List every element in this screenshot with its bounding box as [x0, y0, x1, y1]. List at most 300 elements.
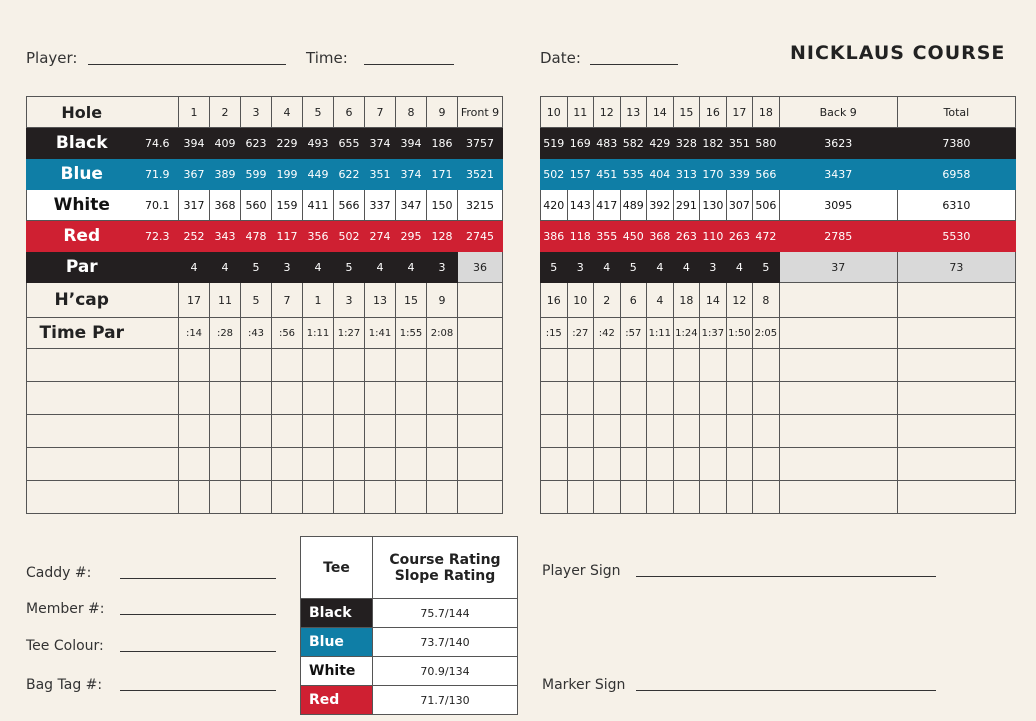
score-cell[interactable]: [647, 448, 674, 481]
caddy-field[interactable]: [120, 578, 276, 579]
yardage-cell: 274: [365, 221, 396, 252]
score-entry-row: [27, 448, 503, 481]
time-par-cell: 2:08: [427, 318, 458, 349]
score-cell[interactable]: [210, 448, 241, 481]
score-cell[interactable]: [567, 382, 594, 415]
par-cell: 3: [567, 252, 594, 283]
grand-total-red: 5530: [897, 221, 1015, 252]
handicap-rating-blank: [137, 283, 179, 318]
yardage-cell: 394: [396, 128, 427, 159]
marker-sign-field[interactable]: [636, 690, 936, 691]
time-par-row: [27, 318, 503, 349]
yardage-cell: 386: [541, 221, 568, 252]
par-rating-blank: [137, 252, 179, 283]
score-cell[interactable]: [700, 481, 727, 514]
par-row-back: [541, 252, 1016, 283]
score-cell[interactable]: [241, 382, 272, 415]
score-cell[interactable]: [241, 415, 272, 448]
score-cell[interactable]: [779, 349, 897, 382]
handicap-cell: 16: [541, 283, 568, 318]
score-cell[interactable]: [541, 349, 568, 382]
yardage-cell: 347: [396, 190, 427, 221]
yardage-cell: 118: [567, 221, 594, 252]
back-nine-total-red: 2785: [779, 221, 897, 252]
yardage-cell: 392: [647, 190, 674, 221]
score-cell[interactable]: [779, 382, 897, 415]
score-cell[interactable]: [620, 415, 647, 448]
yardage-cell: 483: [594, 128, 621, 159]
hole-number-cell: 13: [620, 97, 647, 128]
par-row: [27, 252, 503, 283]
par-cell: 5: [620, 252, 647, 283]
par-cell: 3: [427, 252, 458, 283]
score-cell[interactable]: [726, 349, 753, 382]
score-cell[interactable]: [272, 415, 303, 448]
yardage-cell: 337: [365, 190, 396, 221]
time-par-cell: 1:24: [673, 318, 700, 349]
yardage-cell: 186: [427, 128, 458, 159]
par-label: Par: [27, 252, 137, 283]
score-cell[interactable]: [541, 448, 568, 481]
handicap-cell: 11: [210, 283, 241, 318]
yardage-cell: 351: [726, 128, 753, 159]
score-cell[interactable]: [427, 349, 458, 382]
score-cell[interactable]: [567, 415, 594, 448]
hole-number-cell: 3: [241, 97, 272, 128]
hole-label: Hole: [27, 97, 137, 128]
score-cell[interactable]: [700, 415, 727, 448]
rating-tee-white: White: [301, 657, 373, 686]
yardage-cell: 171: [427, 159, 458, 190]
par-cell: 5: [241, 252, 272, 283]
tee-row-blue: [27, 159, 503, 190]
score-cell[interactable]: [272, 349, 303, 382]
front-nine-total-red: 2745: [458, 221, 503, 252]
tee-row-white: [27, 190, 503, 221]
score-cell[interactable]: [647, 382, 674, 415]
score-cell[interactable]: [620, 349, 647, 382]
score-cell[interactable]: [779, 448, 897, 481]
score-entry-row: [27, 481, 503, 514]
score-cell[interactable]: [753, 349, 780, 382]
yardage-cell: 566: [334, 190, 365, 221]
score-cell[interactable]: [700, 349, 727, 382]
yardage-cell: 356: [303, 221, 334, 252]
score-cell[interactable]: [396, 415, 427, 448]
yardage-cell: 451: [594, 159, 621, 190]
score-cell[interactable]: [458, 349, 503, 382]
score-entry-row-back: [541, 349, 1016, 382]
par-cell: 4: [303, 252, 334, 283]
hole-number-cell: 12: [594, 97, 621, 128]
yardage-cell: 374: [365, 128, 396, 159]
score-entry-row-back: [541, 382, 1016, 415]
score-cell[interactable]: [427, 382, 458, 415]
score-cell[interactable]: [647, 481, 674, 514]
yardage-cell: 519: [541, 128, 568, 159]
yardage-cell: 582: [620, 128, 647, 159]
score-cell[interactable]: [210, 349, 241, 382]
course-title: NICKLAUS COURSE: [790, 42, 1006, 64]
score-cell[interactable]: [427, 481, 458, 514]
bag-tag-label: Bag Tag #:: [26, 677, 103, 693]
yardage-cell: 291: [673, 190, 700, 221]
yardage-cell: 535: [620, 159, 647, 190]
time-par-cell: :56: [272, 318, 303, 349]
score-cell[interactable]: [897, 349, 1015, 382]
handicap-cell: 18: [673, 283, 700, 318]
yardage-cell: 623: [241, 128, 272, 159]
par-cell: 4: [673, 252, 700, 283]
member-label: Member #:: [26, 601, 105, 617]
score-cell[interactable]: [897, 481, 1015, 514]
tee-rating-blue: 71.9: [137, 159, 179, 190]
score-cell[interactable]: [726, 448, 753, 481]
par-grand-total: 73: [897, 252, 1015, 283]
yardage-cell: 580: [753, 128, 780, 159]
score-cell[interactable]: [272, 382, 303, 415]
handicap-cell: 1: [303, 283, 334, 318]
par-cell: 4: [726, 252, 753, 283]
score-cell[interactable]: [753, 448, 780, 481]
score-cell[interactable]: [594, 448, 621, 481]
handicap-cell: 13: [365, 283, 396, 318]
back-nine-par-total: 37: [779, 252, 897, 283]
score-cell[interactable]: [303, 415, 334, 448]
yardage-cell: 263: [673, 221, 700, 252]
handicap-total-blank: [458, 283, 503, 318]
par-cell: 5: [753, 252, 780, 283]
rating-value-red: 71.7/130: [373, 686, 518, 715]
score-cell[interactable]: [700, 382, 727, 415]
par-cell: 3: [272, 252, 303, 283]
member-field[interactable]: [120, 614, 276, 615]
yardage-cell: 128: [427, 221, 458, 252]
yardage-cell: 449: [303, 159, 334, 190]
course-rating-header: Course Rating: [389, 551, 501, 568]
score-cell[interactable]: [620, 448, 647, 481]
player-label: Player:: [26, 49, 78, 67]
yardage-cell: 622: [334, 159, 365, 190]
score-cell[interactable]: [210, 415, 241, 448]
tee-row-red: [27, 221, 503, 252]
date-label: Date:: [540, 49, 581, 67]
score-cell[interactable]: [594, 481, 621, 514]
time-par-back-blank: [779, 318, 897, 349]
time-par-cell: :43: [241, 318, 272, 349]
yardage-cell: 450: [620, 221, 647, 252]
player-name-cell[interactable]: [27, 349, 179, 382]
score-cell[interactable]: [541, 382, 568, 415]
handicap-cell: 14: [700, 283, 727, 318]
player-name-cell[interactable]: [27, 415, 179, 448]
tee-header: Tee: [301, 537, 373, 599]
yardage-cell: 409: [210, 128, 241, 159]
score-cell[interactable]: [303, 382, 334, 415]
yardage-cell: 506: [753, 190, 780, 221]
score-cell[interactable]: [541, 481, 568, 514]
front-nine-header: Front 9: [458, 97, 503, 128]
rating-value-white: 70.9/134: [373, 657, 518, 686]
score-cell[interactable]: [897, 382, 1015, 415]
score-cell[interactable]: [897, 448, 1015, 481]
front-nine-scorecard: [26, 96, 503, 514]
score-cell[interactable]: [458, 481, 503, 514]
time-par-cell: 1:37: [700, 318, 727, 349]
score-cell[interactable]: [647, 415, 674, 448]
score-entry-row-back: [541, 481, 1016, 514]
score-cell[interactable]: [458, 448, 503, 481]
yardage-cell: 493: [303, 128, 334, 159]
player-sign-field[interactable]: [636, 576, 936, 577]
yardage-cell: 374: [396, 159, 427, 190]
score-cell[interactable]: [272, 448, 303, 481]
time-par-cell: :27: [567, 318, 594, 349]
score-cell[interactable]: [594, 415, 621, 448]
yardage-cell: 229: [272, 128, 303, 159]
score-cell[interactable]: [303, 349, 334, 382]
score-cell[interactable]: [726, 415, 753, 448]
hole-number-cell: 5: [303, 97, 334, 128]
handicap-row: [27, 283, 503, 318]
handicap-cell: 12: [726, 283, 753, 318]
marker-sign-label: Marker Sign: [542, 677, 626, 693]
hole-number-cell: 18: [753, 97, 780, 128]
time-par-total-blank: [458, 318, 503, 349]
yardage-cell: 367: [179, 159, 210, 190]
tee-rating-white: 70.1: [137, 190, 179, 221]
score-cell[interactable]: [458, 382, 503, 415]
back-nine-scorecard: [540, 96, 1016, 514]
score-cell[interactable]: [594, 349, 621, 382]
score-cell[interactable]: [753, 481, 780, 514]
yardage-cell: 317: [179, 190, 210, 221]
yardage-cell: 478: [241, 221, 272, 252]
hole-number-cell: 16: [700, 97, 727, 128]
par-cell: 5: [541, 252, 568, 283]
tee-rating-red: 72.3: [137, 221, 179, 252]
score-cell[interactable]: [726, 382, 753, 415]
handicap-total-blank: [897, 283, 1015, 318]
score-cell[interactable]: [179, 448, 210, 481]
par-cell: 5: [334, 252, 365, 283]
score-cell[interactable]: [620, 481, 647, 514]
score-cell[interactable]: [753, 382, 780, 415]
time-par-cell: 1:55: [396, 318, 427, 349]
score-cell[interactable]: [779, 415, 897, 448]
score-cell[interactable]: [241, 481, 272, 514]
yardage-cell: 566: [753, 159, 780, 190]
tee-row-back-white: [541, 190, 1016, 221]
score-cell[interactable]: [673, 349, 700, 382]
score-entry-row: [27, 415, 503, 448]
score-cell[interactable]: [303, 448, 334, 481]
hole-row: [27, 97, 503, 128]
score-cell[interactable]: [334, 382, 365, 415]
grand-total-black: 7380: [897, 128, 1015, 159]
front-nine-par-total: 36: [458, 252, 503, 283]
score-cell[interactable]: [396, 382, 427, 415]
score-cell[interactable]: [365, 349, 396, 382]
hole-rating-blank: [137, 97, 179, 128]
hole-number-cell: 17: [726, 97, 753, 128]
score-cell[interactable]: [427, 415, 458, 448]
player-sign-label: Player Sign: [542, 563, 621, 579]
score-cell[interactable]: [365, 481, 396, 514]
score-cell[interactable]: [673, 481, 700, 514]
date-field[interactable]: [590, 64, 678, 65]
rating-tee-blue: Blue: [301, 628, 373, 657]
yardage-cell: 351: [365, 159, 396, 190]
player-name-cell[interactable]: [27, 382, 179, 415]
yardage-cell: 368: [647, 221, 674, 252]
score-cell[interactable]: [753, 415, 780, 448]
player-field[interactable]: [88, 64, 286, 65]
score-cell[interactable]: [396, 481, 427, 514]
rating-header: [373, 537, 518, 599]
yardage-cell: 502: [334, 221, 365, 252]
tee-name-blue: Blue: [27, 159, 137, 190]
time-par-row-back: [541, 318, 1016, 349]
score-cell[interactable]: [673, 382, 700, 415]
score-cell[interactable]: [179, 481, 210, 514]
score-cell[interactable]: [365, 382, 396, 415]
hole-row-back: [541, 97, 1016, 128]
yardage-cell: 328: [673, 128, 700, 159]
handicap-cell: 3: [334, 283, 365, 318]
score-cell[interactable]: [179, 349, 210, 382]
score-cell[interactable]: [594, 382, 621, 415]
slope-rating-header: Slope Rating: [394, 567, 496, 584]
par-cell: 4: [210, 252, 241, 283]
score-cell[interactable]: [458, 415, 503, 448]
back-nine-header: Back 9: [779, 97, 897, 128]
back-nine-total-black: 3623: [779, 128, 897, 159]
yardage-cell: 502: [541, 159, 568, 190]
player-name-cell[interactable]: [27, 481, 179, 514]
score-cell[interactable]: [179, 415, 210, 448]
back-nine-total-blue: 3437: [779, 159, 897, 190]
yardage-cell: 339: [726, 159, 753, 190]
score-cell[interactable]: [541, 415, 568, 448]
course-rating-table: [300, 536, 518, 715]
score-cell[interactable]: [210, 481, 241, 514]
time-par-rating-blank: [137, 318, 179, 349]
score-cell[interactable]: [620, 382, 647, 415]
score-cell[interactable]: [567, 448, 594, 481]
caddy-label: Caddy #:: [26, 565, 92, 581]
hole-number-cell: 7: [365, 97, 396, 128]
yardage-cell: 157: [567, 159, 594, 190]
yardage-cell: 182: [700, 128, 727, 159]
score-cell[interactable]: [334, 349, 365, 382]
yardage-cell: 343: [210, 221, 241, 252]
yardage-cell: 472: [753, 221, 780, 252]
handicap-label: H’cap: [27, 283, 137, 318]
par-cell: 4: [179, 252, 210, 283]
score-cell[interactable]: [241, 349, 272, 382]
handicap-cell: 17: [179, 283, 210, 318]
score-entry-row-back: [541, 415, 1016, 448]
score-cell[interactable]: [897, 415, 1015, 448]
score-cell[interactable]: [700, 448, 727, 481]
handicap-cell: 5: [241, 283, 272, 318]
score-cell[interactable]: [396, 349, 427, 382]
handicap-row-back: [541, 283, 1016, 318]
handicap-cell: 8: [753, 283, 780, 318]
time-field[interactable]: [364, 64, 454, 65]
yardage-cell: 159: [272, 190, 303, 221]
yardage-cell: 313: [673, 159, 700, 190]
score-cell[interactable]: [567, 481, 594, 514]
yardage-cell: 130: [700, 190, 727, 221]
hole-number-cell: 11: [567, 97, 594, 128]
score-cell[interactable]: [726, 481, 753, 514]
rating-tee-black: Black: [301, 599, 373, 628]
score-entry-row-back: [541, 448, 1016, 481]
score-cell[interactable]: [334, 415, 365, 448]
handicap-cell: 10: [567, 283, 594, 318]
score-cell[interactable]: [567, 349, 594, 382]
score-cell[interactable]: [365, 415, 396, 448]
tee-colour-field[interactable]: [120, 651, 276, 652]
bag-tag-field[interactable]: [120, 690, 276, 691]
yardage-cell: 368: [210, 190, 241, 221]
score-cell[interactable]: [334, 481, 365, 514]
handicap-cell: 7: [272, 283, 303, 318]
score-cell[interactable]: [179, 382, 210, 415]
handicap-cell: 9: [427, 283, 458, 318]
score-cell[interactable]: [334, 448, 365, 481]
score-cell[interactable]: [647, 349, 674, 382]
hole-number-cell: 4: [272, 97, 303, 128]
tee-row-back-black: [541, 128, 1016, 159]
score-cell[interactable]: [779, 481, 897, 514]
tee-colour-label: Tee Colour:: [26, 638, 104, 654]
yardage-cell: 355: [594, 221, 621, 252]
score-cell[interactable]: [365, 448, 396, 481]
yardage-cell: 489: [620, 190, 647, 221]
yardage-cell: 252: [179, 221, 210, 252]
score-cell[interactable]: [673, 448, 700, 481]
total-header: Total: [897, 97, 1015, 128]
handicap-back-blank: [779, 283, 897, 318]
score-cell[interactable]: [427, 448, 458, 481]
score-cell[interactable]: [396, 448, 427, 481]
score-cell[interactable]: [673, 415, 700, 448]
yardage-cell: 110: [700, 221, 727, 252]
time-par-total-blank: [897, 318, 1015, 349]
yardage-cell: 404: [647, 159, 674, 190]
hole-number-cell: 9: [427, 97, 458, 128]
hole-number-cell: 15: [673, 97, 700, 128]
rating-value-black: 75.7/144: [373, 599, 518, 628]
par-cell: 3: [700, 252, 727, 283]
yardage-cell: 389: [210, 159, 241, 190]
yardage-cell: 307: [726, 190, 753, 221]
yardage-cell: 420: [541, 190, 568, 221]
time-par-label: Time Par: [27, 318, 137, 349]
score-cell[interactable]: [241, 448, 272, 481]
player-name-cell[interactable]: [27, 448, 179, 481]
score-cell[interactable]: [210, 382, 241, 415]
rating-tee-red: Red: [301, 686, 373, 715]
handicap-cell: 15: [396, 283, 427, 318]
score-cell[interactable]: [303, 481, 334, 514]
score-cell[interactable]: [272, 481, 303, 514]
front-nine-total-white: 3215: [458, 190, 503, 221]
tee-row-back-red: [541, 221, 1016, 252]
